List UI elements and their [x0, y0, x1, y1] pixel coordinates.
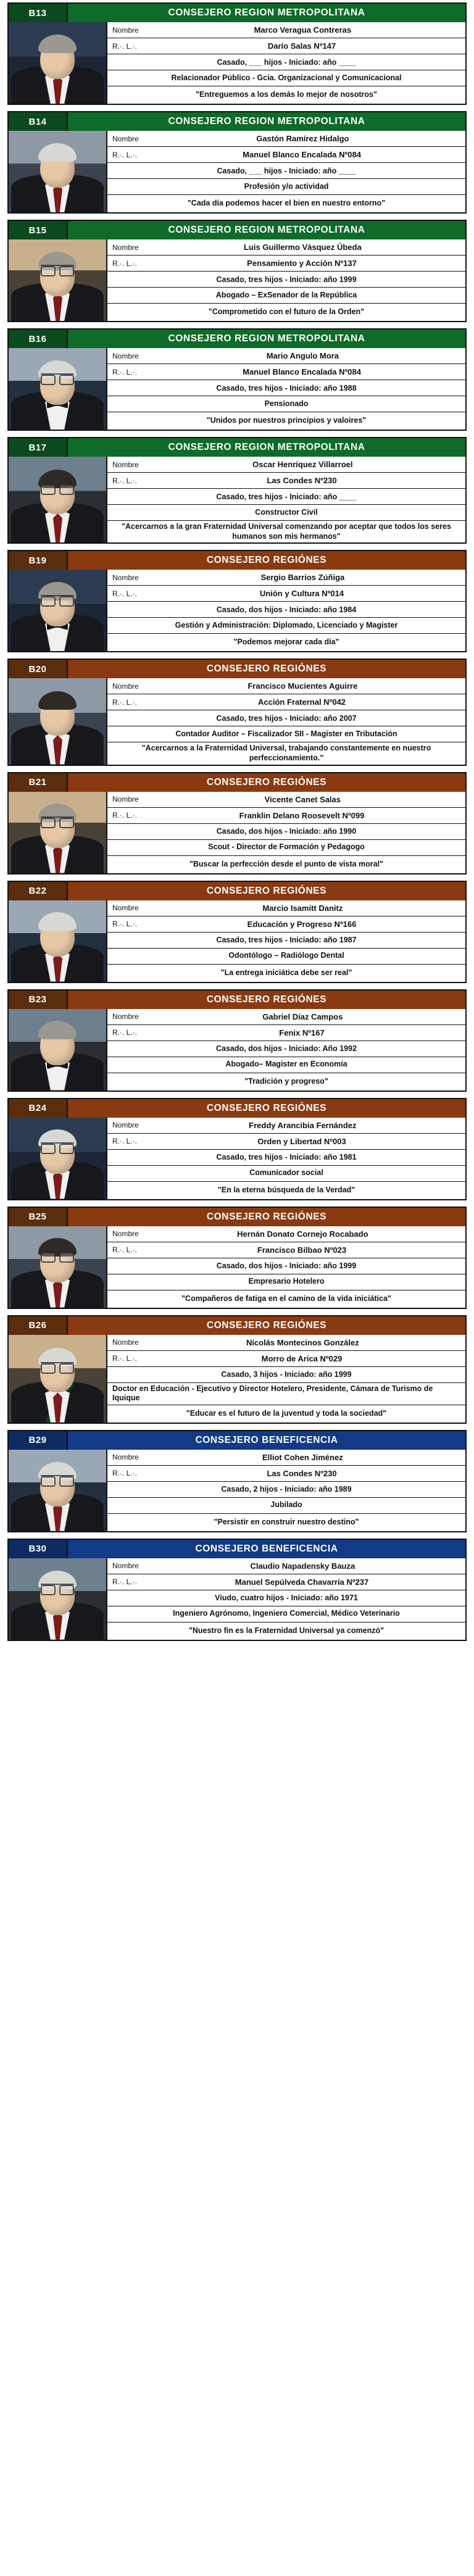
profession-row: Comunicador social — [107, 1166, 465, 1182]
lodge-label: R.·. L.·. — [112, 1469, 138, 1478]
card-title: CONSEJERO REGIÓNES — [68, 551, 465, 570]
family-row: Casado, tres hijos - Iniciado: año 1988 — [107, 380, 465, 396]
profession-row: Ingeniero Agrónomo, Ingeniero Comercial, Médico Veterinario — [107, 1606, 465, 1622]
motto-row: "Nuestro fin es la Fraternidad Universal ya comenzó" — [188, 1626, 385, 1635]
lodge-row — [107, 1134, 465, 1150]
profession-row: Empresario Hotelero — [107, 1274, 465, 1290]
lodge-value: Darío Salas Nº147 — [267, 41, 336, 51]
member-card — [7, 220, 467, 322]
profession-row: Constructor Civil — [107, 505, 465, 521]
name-value: Oscar Henríquez Villarroel — [252, 460, 353, 469]
member-portrait — [9, 457, 107, 542]
card-title: CONSEJERO REGIÓNES — [68, 1316, 465, 1335]
name-value: Marcio Isamitt Danitz — [262, 903, 343, 913]
name-label: Nombre — [112, 351, 139, 360]
card-header — [9, 1540, 465, 1558]
member-card — [7, 659, 467, 765]
name-label: Nombre — [112, 243, 139, 252]
name-label: Nombre — [112, 1453, 139, 1462]
member-info — [107, 570, 465, 651]
member-portrait — [9, 348, 107, 430]
card-body — [9, 348, 465, 430]
lodge-value: Morro de Arica Nº029 — [261, 1353, 343, 1363]
profession-row: Scout - Director de Formación y Pedagogo — [107, 840, 465, 856]
card-header — [9, 991, 465, 1009]
motto-row: "Entreguemos a los demás lo mejor de nosotros" — [196, 90, 377, 99]
card-badge: B30 — [9, 1540, 68, 1558]
member-info — [107, 22, 465, 104]
member-info — [107, 1118, 465, 1199]
lodge-value: Franklin Delano Roosevelt Nº099 — [239, 810, 365, 820]
member-info — [107, 457, 465, 542]
lodge-label: R.·. L.·. — [112, 259, 138, 268]
member-info — [107, 348, 465, 430]
name-row — [107, 1226, 465, 1242]
member-card — [7, 881, 467, 983]
member-card — [7, 550, 467, 652]
member-info — [107, 678, 465, 764]
card-header — [9, 112, 465, 131]
card-badge: B14 — [9, 112, 68, 131]
family-row: Casado, dos hijos - Iniciado: año 1999 — [107, 1258, 465, 1274]
name-label: Nombre — [112, 904, 139, 912]
card-body — [9, 239, 465, 321]
name-row — [107, 239, 465, 256]
name-row — [107, 570, 465, 586]
card-header — [9, 551, 465, 570]
lodge-value: Las Condes Nº230 — [267, 1468, 337, 1478]
card-title: CONSEJERO REGIÓNES — [68, 773, 465, 792]
card-body — [9, 1226, 465, 1308]
family-row: Casado, dos hijos - Iniciado: año 1984 — [107, 602, 465, 618]
motto-row: "Educar es el futuro de la juventud y toda la sociedad" — [186, 1408, 387, 1418]
motto-row: "Unidos por nuestros principios y valoires" — [206, 416, 367, 425]
family-row: Casado, 3 hijos - Iniciado: año 1999 — [107, 1367, 465, 1383]
card-body — [9, 131, 465, 212]
lodge-label: R.·. L.·. — [112, 1354, 138, 1363]
card-badge: B21 — [9, 773, 68, 792]
card-title: CONSEJERO REGIÓNES — [68, 1099, 465, 1118]
member-portrait — [9, 1450, 107, 1531]
lodge-row — [107, 1242, 465, 1258]
lodge-label: R.·. L.·. — [112, 697, 138, 707]
profession-row: Jubilado — [107, 1498, 465, 1514]
member-card — [7, 1098, 467, 1200]
member-info — [107, 131, 465, 212]
member-card — [7, 772, 467, 875]
motto-row: "Acercarnos a la Fraternidad Universal, trabajando constantemente en nuestro perfeccionamiento." — [141, 744, 431, 762]
card-badge: B17 — [9, 438, 68, 457]
card-body — [9, 678, 465, 764]
card-title: CONSEJERO REGION METROPOLITANA — [68, 112, 465, 131]
lodge-value: Fenix Nº167 — [279, 1028, 325, 1037]
member-info — [107, 792, 465, 873]
name-value: Hernán Donato Cornejo Rocabado — [237, 1229, 368, 1239]
card-title: CONSEJERO REGIÓNES — [68, 1208, 465, 1226]
family-row: Casado, dos hijos - Iniciado: Año 1992 — [107, 1041, 465, 1057]
lodge-label: R.·. L.·. — [112, 41, 138, 51]
lodge-label: R.·. L.·. — [112, 476, 138, 485]
lodge-label: R.·. L.·. — [112, 1028, 138, 1037]
motto-row: "En la eterna búsqueda de la Verdad" — [217, 1185, 356, 1194]
member-card — [7, 1207, 467, 1309]
member-info — [107, 239, 465, 321]
card-header — [9, 330, 465, 348]
card-title: CONSEJERO BENEFICENCIA — [68, 1431, 465, 1450]
name-row — [107, 1118, 465, 1134]
profession-row: Relacionador Público - Gcia. Organizacional y Comunicacional — [107, 70, 465, 86]
member-portrait — [9, 1335, 107, 1423]
name-label: Nombre — [112, 795, 139, 804]
motto-row: "Tradición y progreso" — [244, 1076, 328, 1086]
name-row — [107, 131, 465, 147]
lodge-row — [107, 808, 465, 824]
card-header — [9, 1208, 465, 1226]
name-row — [107, 1335, 465, 1351]
member-info — [107, 1450, 465, 1531]
card-body — [9, 457, 465, 542]
name-row — [107, 348, 465, 364]
member-portrait — [9, 131, 107, 212]
card-header — [9, 660, 465, 678]
lodge-label: R.·. L.·. — [112, 811, 138, 820]
profession-row: Pensionado — [107, 396, 465, 412]
member-info — [107, 1335, 465, 1423]
member-portrait — [9, 22, 107, 104]
motto-row: "Acercarnos a la gran Fraternidad Universal comenzando por aceptar que todos los seres humanos son mis hermanos" — [122, 522, 451, 541]
name-label: Nombre — [112, 25, 139, 35]
lodge-row — [107, 916, 465, 933]
name-row — [107, 678, 465, 694]
name-label: Nombre — [112, 134, 139, 143]
card-title: CONSEJERO BENEFICENCIA — [68, 1540, 465, 1558]
card-badge: B23 — [9, 991, 68, 1009]
card-header — [9, 1316, 465, 1335]
member-card — [7, 1539, 467, 1641]
lodge-label: R.·. L.·. — [112, 589, 138, 598]
lodge-row — [107, 586, 465, 602]
name-value: Mario Angulo Mora — [266, 351, 339, 360]
lodge-value: Manuel Blanco Encalada Nº084 — [243, 150, 361, 159]
name-value: Claudio Napadensky Bauza — [250, 1561, 356, 1571]
motto-row: "Comprometido con el futuro de la Orden" — [208, 307, 365, 317]
profession-row: Odontólogo – Radiólogo Dental — [107, 949, 465, 965]
member-portrait — [9, 239, 107, 321]
lodge-value: Manuel Sepúlveda Chavarría Nº237 — [235, 1577, 369, 1587]
lodge-row — [107, 256, 465, 272]
lodge-value: Francisco Bilbao Nº023 — [257, 1245, 347, 1255]
member-card — [7, 989, 467, 1092]
name-label: Nombre — [112, 1561, 139, 1571]
family-row: Casado, tres hijos - Iniciado: año 1981 — [107, 1150, 465, 1166]
name-label: Nombre — [112, 460, 139, 469]
card-title: CONSEJERO REGIÓNES — [68, 991, 465, 1009]
name-value: Sergio Barrios Zúñiga — [260, 573, 345, 583]
member-card — [7, 437, 467, 544]
card-body — [9, 22, 465, 104]
member-card — [7, 2, 467, 105]
card-badge: B24 — [9, 1099, 68, 1118]
card-badge: B25 — [9, 1208, 68, 1226]
name-value: Luis Guillermo Vásquez Úbeda — [243, 243, 362, 252]
motto-row: "La entrega iniciática debe ser real" — [220, 968, 352, 977]
card-header — [9, 438, 465, 457]
lodge-row — [107, 1466, 465, 1482]
card-badge: B20 — [9, 660, 68, 678]
lodge-row — [107, 473, 465, 489]
family-row: Casado, 2 hijos - Iniciado: año 1989 — [107, 1482, 465, 1498]
motto-row: "Podemos mejorar cada día" — [233, 638, 339, 647]
member-info — [107, 900, 465, 982]
name-value: Gabriel Díaz Campos — [262, 1012, 343, 1021]
card-badge: B16 — [9, 330, 68, 348]
motto-row: "Persistir en construir nuestro destino" — [214, 1517, 359, 1526]
member-portrait — [9, 570, 107, 651]
card-badge: B29 — [9, 1431, 68, 1450]
member-card — [7, 1430, 467, 1532]
name-row — [107, 1558, 465, 1574]
member-portrait — [9, 1118, 107, 1199]
lodge-label: R.·. L.·. — [112, 367, 138, 376]
lodge-label: R.·. L.·. — [112, 1245, 138, 1254]
family-row: Casado, dos hijos - Iniciado: año 1990 — [107, 824, 465, 840]
profession-row: Gestión y Administración: Diplomado, Licenciado y Magister — [107, 618, 465, 634]
lodge-label: R.·. L.·. — [112, 1577, 138, 1587]
lodge-value: Manuel Blanco Encalada Nº084 — [243, 367, 361, 376]
lodge-label: R.·. L.·. — [112, 920, 138, 928]
name-row — [107, 22, 465, 38]
card-body — [9, 570, 465, 651]
card-header — [9, 1431, 465, 1450]
profession-row: Contador Auditor – Fiscalizador SII - Magister en Tributación — [107, 726, 465, 742]
family-row: Casado, tres hijos - Iniciado: año 1987 — [107, 933, 465, 949]
member-card — [7, 111, 467, 214]
card-body — [9, 1558, 465, 1640]
card-badge: B13 — [9, 4, 68, 22]
card-body — [9, 1450, 465, 1531]
profession-row: Doctor en Educación - Ejecutivo y Director Hotelero, Presidente, Cámara de Turismo de Iquique — [107, 1383, 465, 1405]
lodge-value: Orden y Libertad Nº003 — [257, 1136, 346, 1146]
card-header — [9, 773, 465, 792]
card-badge: B26 — [9, 1316, 68, 1335]
card-header — [9, 4, 465, 22]
member-portrait — [9, 678, 107, 764]
name-row — [107, 457, 465, 473]
family-row: Viudo, cuatro hijos - Iniciado: año 1971 — [107, 1590, 465, 1606]
family-row: Casado, ___ hijos - Iniciado: año ____ — [107, 163, 465, 179]
lodge-value: Pensamiento y Acción Nº137 — [247, 259, 357, 268]
card-body — [9, 900, 465, 982]
lodge-label: R.·. L.·. — [112, 1137, 138, 1145]
profession-row: Abogado – ExSenador de la República — [107, 288, 465, 304]
lodge-value: Las Condes Nº230 — [267, 476, 337, 485]
member-info — [107, 1558, 465, 1640]
card-body — [9, 1335, 465, 1423]
name-label: Nombre — [112, 1229, 139, 1238]
card-body — [9, 1118, 465, 1199]
family-row: Casado, tres hijos - Iniciado: año 1999 — [107, 272, 465, 288]
name-value: Freddy Arancibia Fernández — [249, 1120, 357, 1130]
name-label: Nombre — [112, 681, 139, 691]
name-value: Nicolás Montecinos González — [246, 1337, 359, 1347]
family-row: Casado, ___ hijos - Iniciado: año ____ — [107, 54, 465, 70]
card-header — [9, 221, 465, 239]
member-portrait — [9, 1009, 107, 1091]
card-title: CONSEJERO REGION METROPOLITANA — [68, 330, 465, 348]
card-header — [9, 1099, 465, 1118]
name-value: Marco Veragua Contreras — [254, 25, 352, 35]
name-row — [107, 900, 465, 916]
name-label: Nombre — [112, 1338, 139, 1347]
lodge-value: Acción Fraternal Nº042 — [257, 697, 346, 707]
motto-row: "Buscar la perfección desde el punto de vista moral" — [189, 859, 384, 868]
profession-row: Abogado– Magister en Economía — [107, 1057, 465, 1073]
card-badge: B19 — [9, 551, 68, 570]
card-title: CONSEJERO REGION METROPOLITANA — [68, 4, 465, 22]
lodge-row — [107, 364, 465, 380]
member-portrait — [9, 900, 107, 982]
name-label: Nombre — [112, 1012, 139, 1021]
card-body — [9, 1009, 465, 1091]
lodge-value: Educación y Progreso Nº166 — [247, 919, 357, 929]
motto-row: "Cada día podemos hacer el bien en nuestro entorno" — [187, 199, 386, 208]
card-title: CONSEJERO REGIÓNES — [68, 660, 465, 678]
lodge-row — [107, 1574, 465, 1590]
name-value: Francisco Mucientes Aguirre — [247, 681, 358, 691]
card-badge: B22 — [9, 882, 68, 900]
member-portrait — [9, 1226, 107, 1308]
lodge-row — [107, 1351, 465, 1367]
lodge-row — [107, 38, 465, 54]
card-header — [9, 882, 465, 900]
lodge-row — [107, 694, 465, 710]
card-badge: B15 — [9, 221, 68, 239]
card-title: CONSEJERO REGIÓNES — [68, 882, 465, 900]
name-value: Vicente Canet Salas — [264, 794, 341, 804]
member-card — [7, 328, 467, 431]
member-info — [107, 1009, 465, 1091]
member-info — [107, 1226, 465, 1308]
name-value: Gastón Ramírez Hidalgo — [256, 134, 349, 143]
profession-row: Profesión y/o actividad — [107, 179, 465, 195]
name-label: Nombre — [112, 573, 139, 582]
name-row — [107, 1450, 465, 1466]
card-body — [9, 792, 465, 873]
family-row: Casado, tres hijos - Iniciado: año 2007 — [107, 710, 465, 726]
family-row: Casado, tres hijos - Iniciado: año ____ — [107, 489, 465, 505]
member-portrait — [9, 792, 107, 873]
card-title: CONSEJERO REGION METROPOLITANA — [68, 221, 465, 239]
name-row — [107, 792, 465, 808]
motto-row: "Compañeros de fatiga en el camino de la vida iniciática" — [181, 1294, 391, 1303]
name-row — [107, 1009, 465, 1025]
lodge-row — [107, 147, 465, 163]
member-portrait — [9, 1558, 107, 1640]
name-value: Elliot Cohen Jiménez — [262, 1452, 343, 1462]
lodge-row — [107, 1025, 465, 1041]
lodge-label: R.·. L.·. — [112, 150, 138, 159]
lodge-value: Unión y Cultura Nº014 — [259, 589, 344, 599]
card-title: CONSEJERO REGION METROPOLITANA — [68, 438, 465, 457]
member-card — [7, 1315, 467, 1424]
name-label: Nombre — [112, 1121, 139, 1129]
